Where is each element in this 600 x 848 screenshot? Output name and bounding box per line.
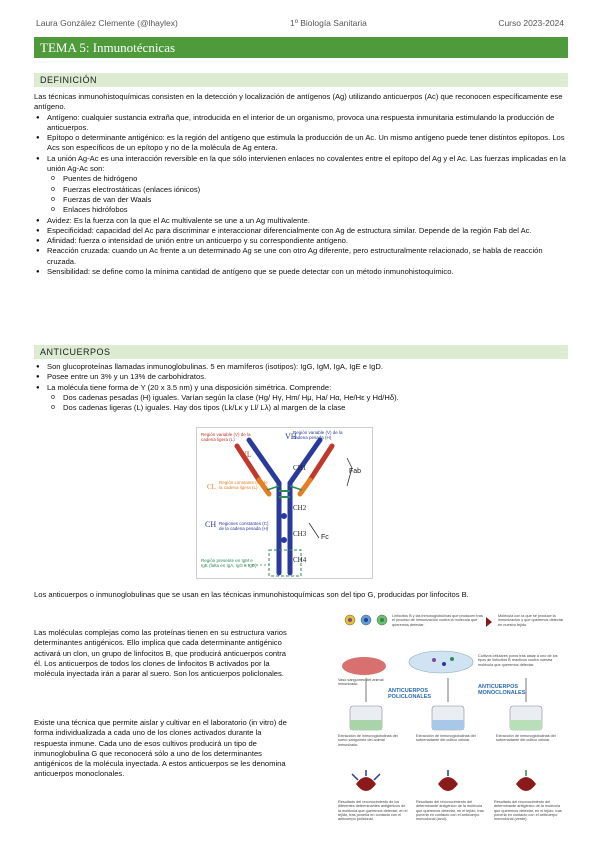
caption-step1: Linfocitos B y las inmunoglobulinas que producen tras el proceso de inmunización contra la molécula que queremos detectar. <box>392 614 483 627</box>
para-monoclonales: Existe una técnica que permite aislar y cultivar en el laboratorio (in vitro) de forma individualizada a cada uno de los clones activados durante la respuesta inmune. Cada uno de esos cultivos producirá un tipo de inmunoglobulina G que reconocerá sólo a uno de los determinantes antigénicos de la molécula inyectada. A estos anticuerpos se les denomina anticuerpos monoclonales. <box>34 718 287 779</box>
label-cl: CL <box>207 483 216 491</box>
definicion-body <box>34 92 568 277</box>
list-item: ● Sensibilidad: se define como la mínima cantidad de antígeno que se puede detectar con un método inmunohistoquímico. <box>34 267 568 277</box>
list-item: o Dos cadenas ligeras (L) iguales. Hay dos tipos (Lk/Lκ y Ll/ Lλ) al margen de la clase <box>34 403 568 413</box>
school-year: Curso 2023-2024 <box>498 18 564 28</box>
list-item: ● La molécula tiene forma de Y (20 x 3.5 nm) y una disposición simétrica. Comprende: <box>34 383 568 393</box>
para-policlonales: Las moléculas complejas como las proteínas tienen en su estructura varios determinantes antigénicos. Ello implica que cada determinante antigénico activará un clon, un grupo de linfocitos B, que producirá anticuerpos contra él. Los anticuerpos de todos los clones de linfocitos B activados por la molécula inyectada irán a parar al suero. Son los anticuerpos policlonales. <box>34 628 287 679</box>
para-tipo-g: Los anticuerpos o inmunoglobulinas que se usan en las técnicas inmunohistoquímicas son del tipo G, producidas por linfocitos B. <box>34 590 469 599</box>
caption-extract2: Extracción de inmunoglobulinas del sobrenadante del cultivo celular. <box>416 734 476 743</box>
heavy-chain-left <box>249 440 279 573</box>
list-item: o Puentes de hidrógeno <box>34 174 568 184</box>
caption-extract1: Extracción de inmunoglobulinas del suero sanguíneo del animal inmunizado. <box>338 734 398 747</box>
list-item: ● Avidez: Es la fuerza con la que el Ac multivalente se une a un Ag multivalente. <box>34 216 568 226</box>
list-item: ● Posee entre un 3% y un 13% de carbohidratos. <box>34 372 568 382</box>
antibody-diagram <box>196 427 373 579</box>
label-ch3: CH3 <box>293 530 307 538</box>
label-vh: VH <box>285 432 297 441</box>
note-variable-light: Región variable (V) de la cadena ligera (L) <box>201 432 251 442</box>
section-anticuerpos: ANTICUERPOS <box>34 345 568 359</box>
note-present-region: Región presente en IgM e IgE (falta en IgA, IgG e IgD) <box>201 558 257 568</box>
label-ch2: CH2 <box>293 504 307 512</box>
caption-result1: Resultado del reconocimiento de los diferentes determinantes antigénicos de la molécula que queremos detectar, en el tejido, tras ponerla en contacto con el anticuerpo policlonal. <box>338 800 408 822</box>
label-policlonales: ANTICUERPOS POLICLONALES <box>388 688 432 700</box>
list-item: o Fuerzas de van der Waals <box>34 195 568 205</box>
label-vl: VL <box>241 450 252 459</box>
list-item: ● Reacción cruzada: cuando un Ac frente a un determinado Ag se une con otro Ag diferente, pero estructuralmente relacionado, se habla de reacción cruzada. <box>34 246 568 267</box>
anticuerpos-list <box>34 362 568 413</box>
list-item: ● Son glucoproteínas llamadas inmunoglobulinas. 5 en mamíferos (isotipos): IgG, IgM, IgA, IgE e IgD. <box>34 362 568 372</box>
list-item: ● Afinidad: fuerza o intensidad de unión entre un anticuerpo y su correspondiente antígeno. <box>34 236 568 246</box>
list-item: ● Especificidad: capacidad del Ac para discriminar e interaccionar diferencialmente con Ag de estructura similar. Depende de la región Fab del Ac. <box>34 226 568 236</box>
polyclonal-monoclonal-diagram <box>336 614 566 844</box>
label-fab: Fab <box>349 468 362 475</box>
caption-serum: Vaso sanguíneo del animal inmunizado. <box>338 678 384 687</box>
list-item: ● Antígeno: cualquier sustancia extraña que, introducida en el interior de un organismo, provoca una respuesta inmunitaria estimulando la producción de anticuerpos. <box>34 113 568 134</box>
antigen-icon <box>486 617 492 627</box>
caption-result3: Resultado del reconocimiento del determinante antigénico de la molécula que queremos detectar, en el tejido, tras ponerla en contacto con el anticuerpo monoclonal (verde). <box>494 800 562 822</box>
lymphocyte-icon-2 <box>361 615 371 625</box>
author: Laura González Clemente (@lhaylex) <box>36 18 178 28</box>
note-constant-light: Región constante (C) de la cadena ligera (L) <box>219 480 268 490</box>
caption-step2: Molécula con la que se produce la inmunización y que queremos detectar en nuestro tejido. <box>498 614 564 627</box>
tissue-result-icon <box>356 777 376 791</box>
petri-dish-icon <box>409 651 473 673</box>
definicion-intro: Las técnicas inmunohistoquímicas consisten en la detección y localización de antígenos (Ag) utilizando anticuerpos (Ac) que reconocen específicamente ese antígeno. <box>34 92 563 112</box>
caption-culture: Cultivos celulares puros tras aislar a uno de los tipos de linfocitos B reactivos contra nuestra molécula que queremos detectar. <box>478 654 558 667</box>
note-variable-heavy: Región variable (V) de la cadena pesada (H) <box>293 430 343 440</box>
list-item: ● Epítopo o determinante antigénico: es la región del antígeno que estimula la producción de un Ac. Un mismo antígeno puede tener distintos epítopos. Los Acs son específicos de un epítopo y no de la molécula de Ag entera. <box>34 133 568 154</box>
lymphocyte-icon-1 <box>345 615 355 625</box>
blood-vessel-icon <box>342 657 386 675</box>
label-ch: CH <box>205 520 217 529</box>
label-ch4: CH4 <box>293 556 307 564</box>
label-ch1: CH1 <box>293 464 307 472</box>
caption-result2: Resultado del reconocimiento del determinante antigénico de la molécula que queremos detectar, en el tejido, tras ponerla en contacto con el anticuerpo monoclonal (azul). <box>416 800 484 822</box>
list-item: o Enlaces hidrófobos <box>34 205 568 215</box>
course: 1º Biología Sanitaria <box>290 18 367 28</box>
list-item: o Dos cadenas pesadas (H) iguales. Varían según la clase (Hg/ Hγ, Hm/ Hμ, Ha/ Hα, He/Hε y Hd/Hδ). <box>34 393 568 403</box>
page-title: TEMA 5: Inmunotécnicas <box>34 37 568 58</box>
label-fc: Fc <box>321 534 329 541</box>
list-item: o Fuerzas electrostáticas (enlaces iónicos) <box>34 185 568 195</box>
section-definicion: DEFINICIÓN <box>34 73 568 87</box>
caption-extract3: Extracción de inmunoglobulinas del sobrenadante del cultivo celular. <box>496 734 556 743</box>
list-item: ● La unión Ag-Ac es una interacción reversible en la que sólo intervienen enlaces no covalentes entre el epítopo del Ag y el Ac. Las fuerzas implicadas en la unión Ag-Ac son: <box>34 154 568 175</box>
note-constant-heavy: Regiones constantes (C) de la cadena pesada (H) <box>219 521 269 531</box>
label-monoclonales: ANTICUERPOS MONOCLONALES <box>478 684 526 696</box>
